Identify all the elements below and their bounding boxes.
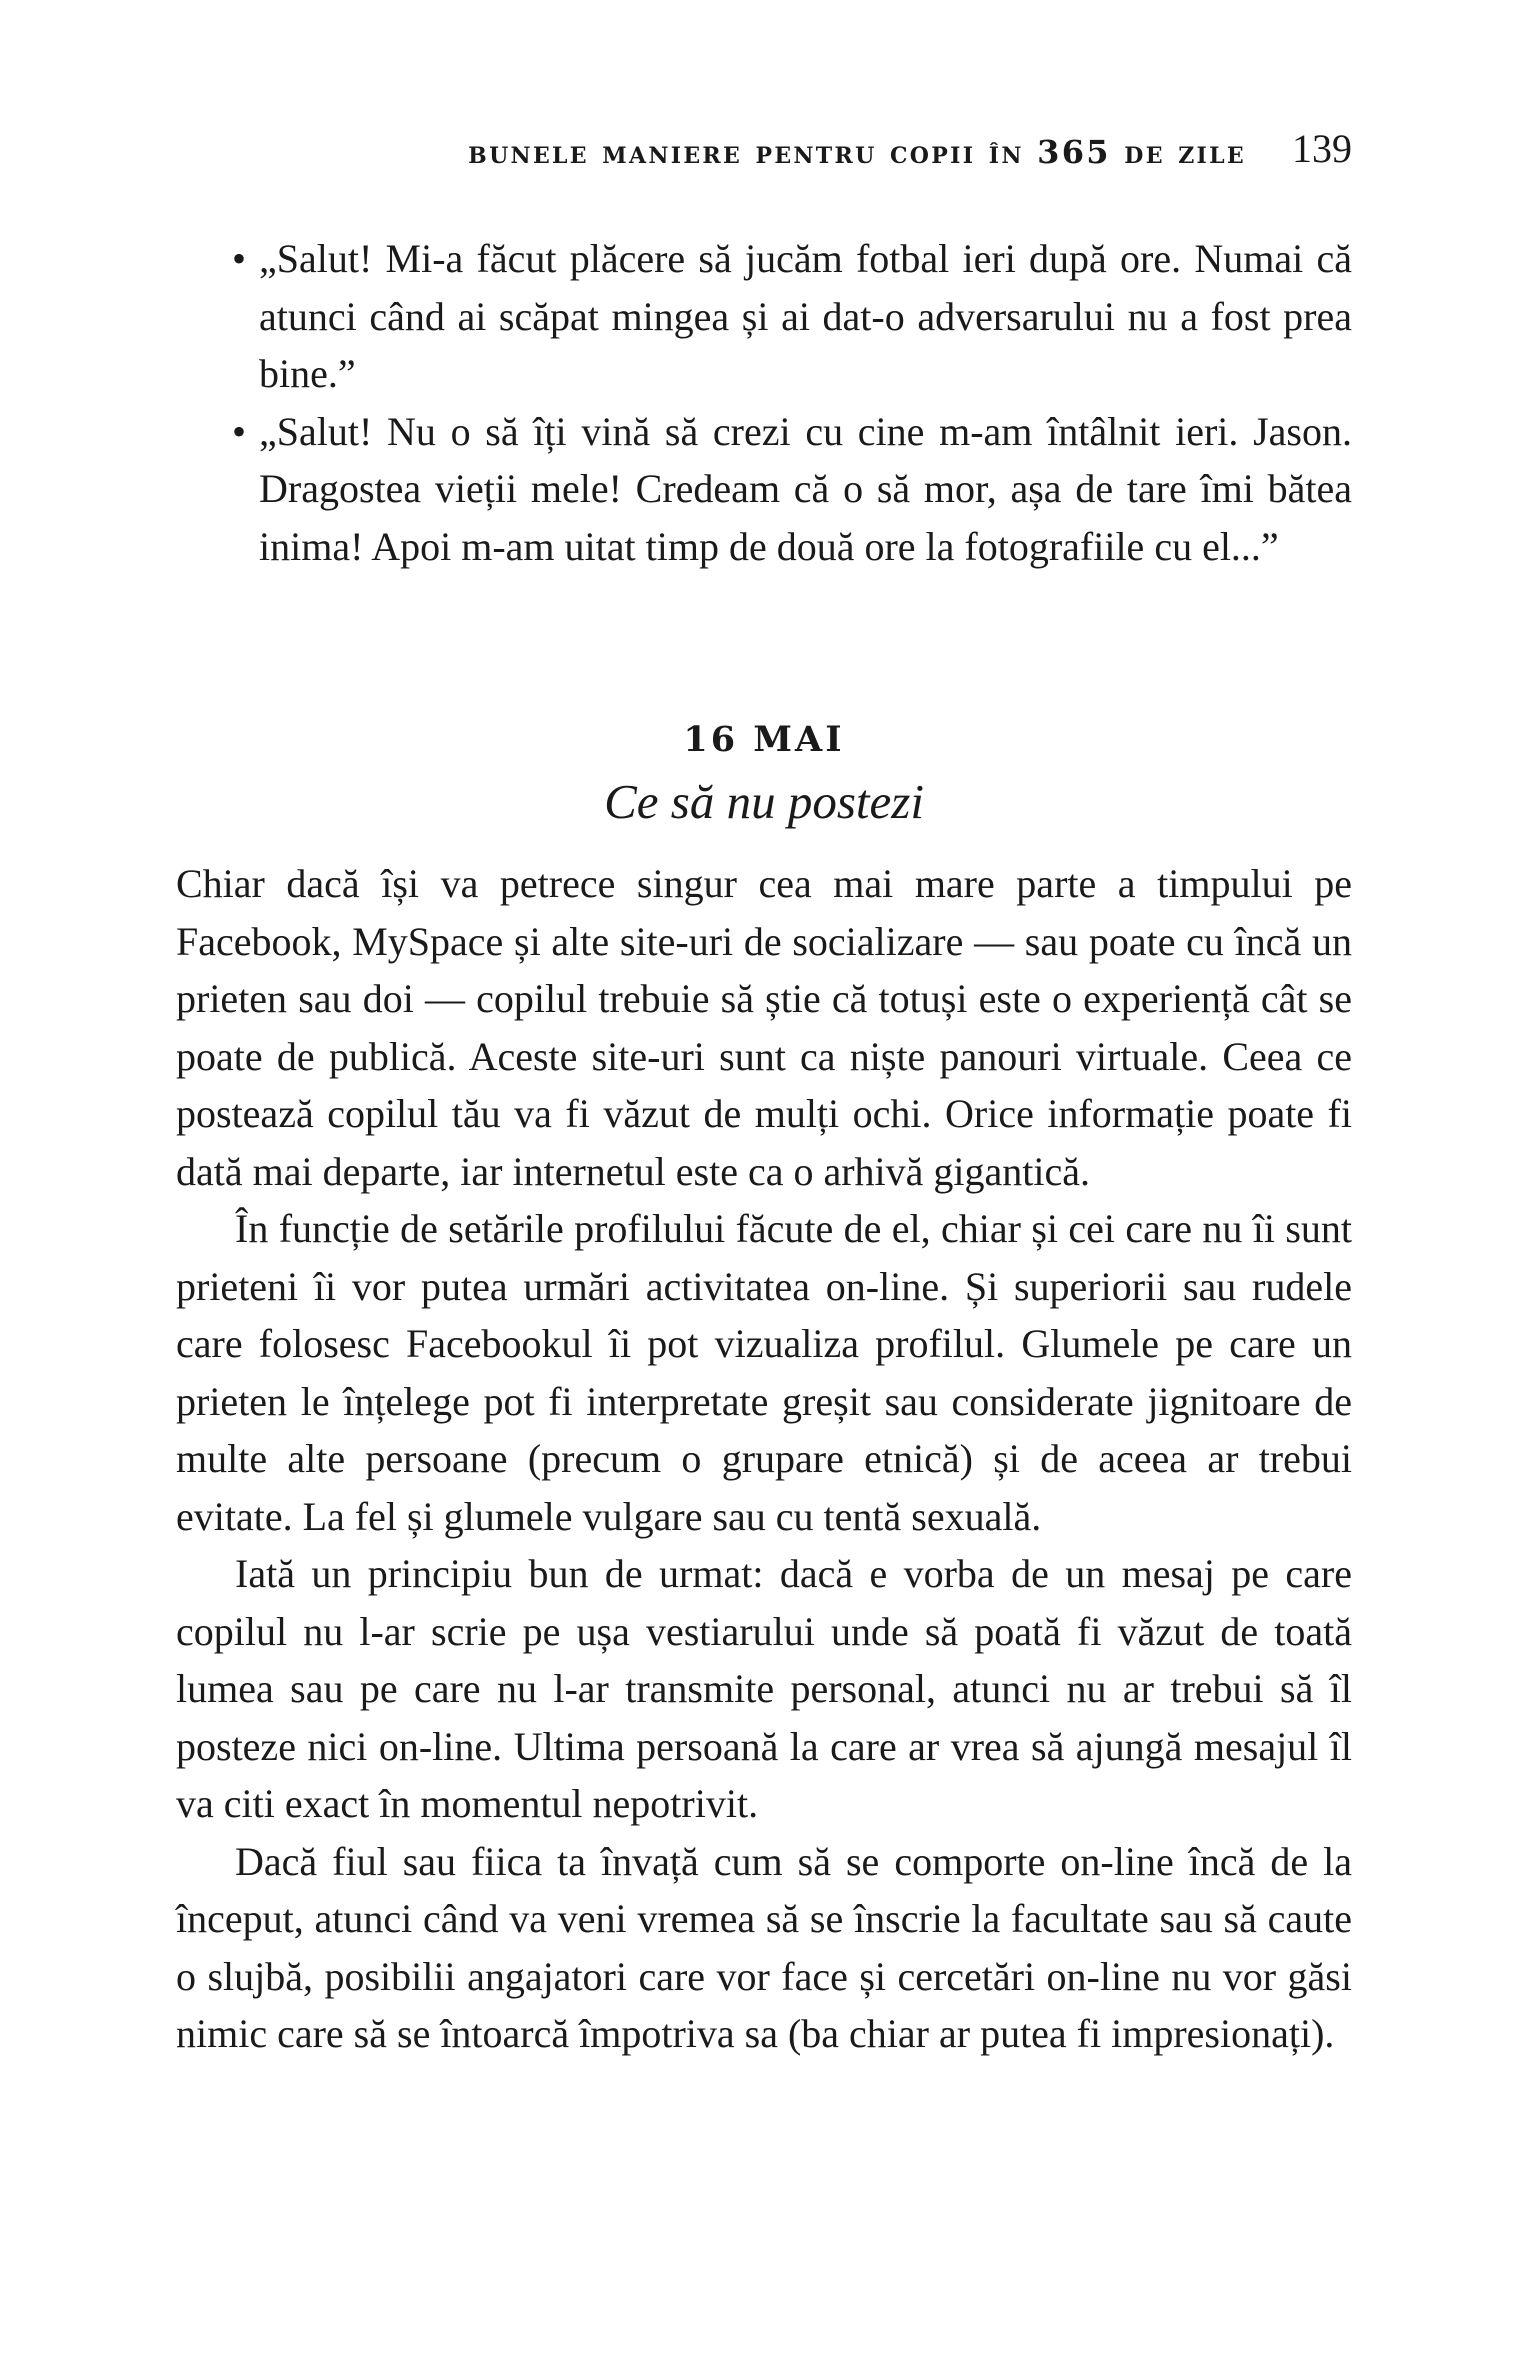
list-item-text: „Salut! Nu o să îți vină să crezi cu cine m-am întâlnit ieri. Jason. Dragostea vieții mele! Credeam că o să mor, așa de tare îmi bătea inima! Apoi m-am uitat timp de două ore la fotografiile cu el...” (259, 408, 1352, 569)
running-header (176, 125, 1352, 175)
section-date: 16 MAI (683, 719, 845, 760)
example-messages-list (232, 230, 1352, 575)
list-item-text: „Salut! Mi-a făcut plăcere să jucăm fotbal ieri după ore. Numai că atunci când ai scăpat mingea și ai dat-o adversarului nu a fost prea bine.” (259, 236, 1352, 396)
paragraph: Iată un principiu bun de urmat: dacă e vorba de un mesaj pe care copilul nu l-ar scrie pe ușa vestiarului unde să poată fi văzut de toată lumea sau pe care nu l-ar transmite personal, atunci nu ar trebui să îl posteze nici on-line. Ultima persoană la care ar vrea să ajungă mesajul îl va citi exact în momentul nepotrivit. (176, 1551, 1352, 1826)
book-page (176, 0, 1352, 2362)
bullet-icon: • (232, 236, 247, 281)
page-number: 139 (1292, 126, 1352, 171)
paragraph: Chiar dacă își va petrece singur cea mai mare parte a timpului pe Facebook, MySpace și alte site-uri de socializare — sau poate cu încă un prieten sau doi — copilul trebuie să știe că totuși este o experiență cât se poate de publică. Aceste site-uri sunt ca niște panouri virtuale. Ceea ce postează copilul tău va fi văzut de mulți ochi. Orice informație poate fi dată mai departe, iar internetul este ca o arhivă gigantică. (176, 861, 1352, 1194)
section-body (176, 855, 1352, 2063)
book-title: bunele maniere pentru copii în 365 de zile (468, 133, 1246, 171)
list-item (232, 230, 1352, 403)
paragraph: Dacă fiul sau fiica ta învață cum să se comporte on-line încă de la început, atunci când va veni vremea să se înscrie la facultate sau să caute o slujbă, posibilii angajatori care vor face și cercetări on-line nu vor găsi nimic care să se întoarcă împotriva sa (ba chiar ar putea fi impresionați). (176, 1838, 1352, 2056)
paragraph: În funcție de setările profilului făcute de el, chiar și cei care nu îi sunt prieteni îi vor putea urmări activitatea on-line. Și superiorii sau rudele care folosesc Facebookul îi pot vizualiza profilul. Glumele pe care un prieten le înțelege pot fi interpretate greșit sau considerate jignitoare de multe alte persoane (precum o grupare etnică) și de aceea ar trebui evitate. La fel și glumele vulgare sau cu tentă sexuală. (176, 1206, 1352, 1539)
list-item (232, 403, 1352, 576)
section-title: Ce să nu postezi (604, 774, 924, 829)
bullet-icon: • (232, 408, 247, 454)
